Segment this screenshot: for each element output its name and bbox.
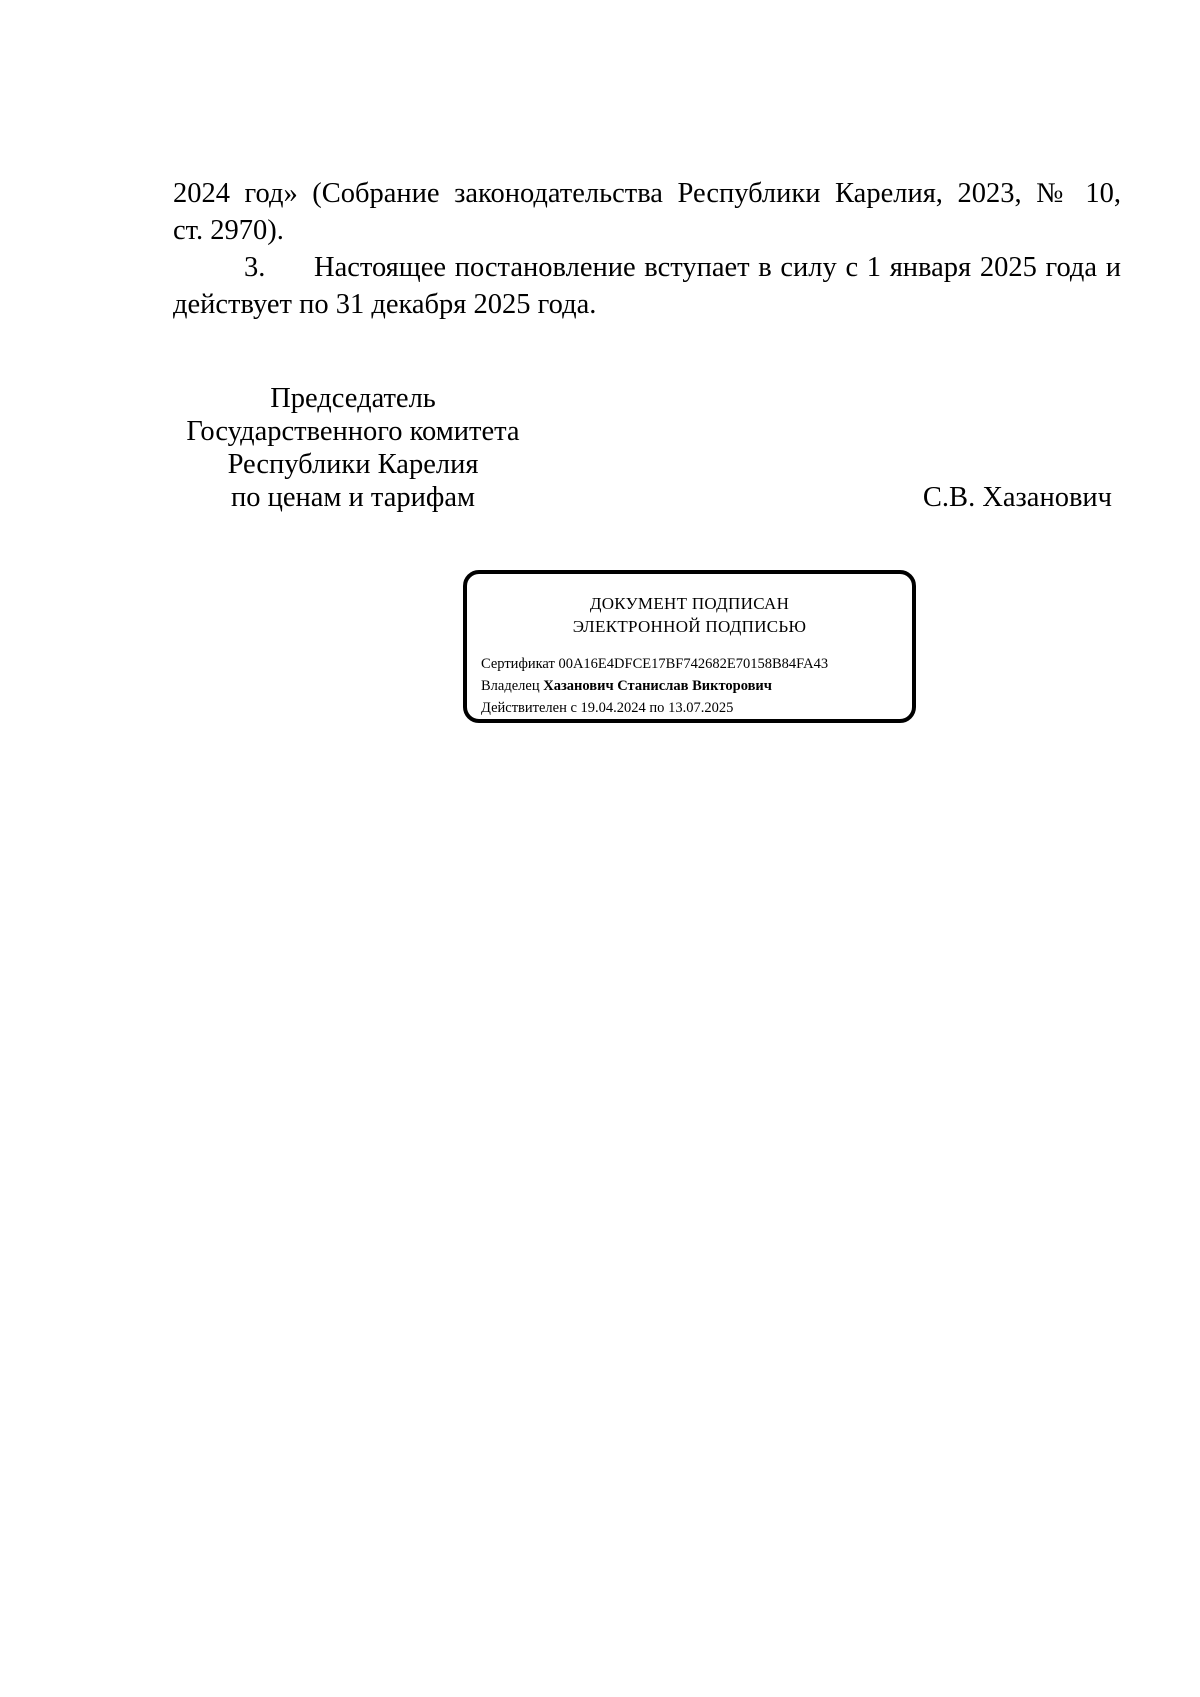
item-3	[173, 249, 1121, 323]
stamp-valid-from-word: с	[570, 700, 577, 716]
paragraph-line-2: ст. 2970).	[173, 215, 284, 246]
stamp-certificate-value: 00A16E4DFCE17BF742682E70158B84FA43	[558, 656, 829, 672]
stamp-title-line-1: ДОКУМЕНТ ПОДПИСАН	[589, 594, 790, 613]
stamp-owner-value: Хазанович Станислав Викторович	[543, 678, 772, 694]
paragraph-line-1: 2024 год» (Собрание законодательства Республики Карелия, 2023, № 10,	[173, 178, 1121, 209]
stamp-owner-label: Владелец	[481, 678, 540, 694]
stamp-certificate-row	[481, 655, 828, 673]
signer-position-line-2: Государственного комитета	[186, 416, 520, 447]
signer-position	[173, 382, 533, 514]
signer-position-line-4: по ценам и тарифам	[230, 482, 476, 513]
stamp-certificate-label: Сертификат	[481, 656, 555, 672]
item-3-text: Настоящее постановление вступает в силу с 1 января 2025 года и	[314, 252, 1121, 283]
signer-position-line-1: Председатель	[270, 383, 436, 414]
item-3-line-2: действует по 31 декабря 2025 года.	[173, 289, 597, 320]
stamp-valid-to: 13.07.2025	[668, 700, 734, 716]
item-3-line-1	[173, 249, 1121, 286]
stamp-title-line-2: ЭЛЕКТРОННОЙ ПОДПИСЬЮ	[572, 617, 807, 636]
signer-position-line-3: Республики Карелия	[227, 449, 479, 480]
paragraph-continuation	[173, 175, 1121, 249]
signer-name: С.В. Хазанович	[922, 482, 1112, 513]
stamp-owner-row	[481, 677, 772, 695]
stamp-valid-label: Действителен	[481, 700, 567, 716]
stamp-valid-from: 19.04.2024	[580, 700, 646, 716]
stamp-title	[467, 592, 912, 638]
stamp-validity-row	[481, 699, 733, 717]
item-3-number: 3.	[244, 252, 266, 283]
stamp-valid-to-word: по	[649, 700, 665, 716]
e-signature-stamp	[463, 570, 916, 723]
